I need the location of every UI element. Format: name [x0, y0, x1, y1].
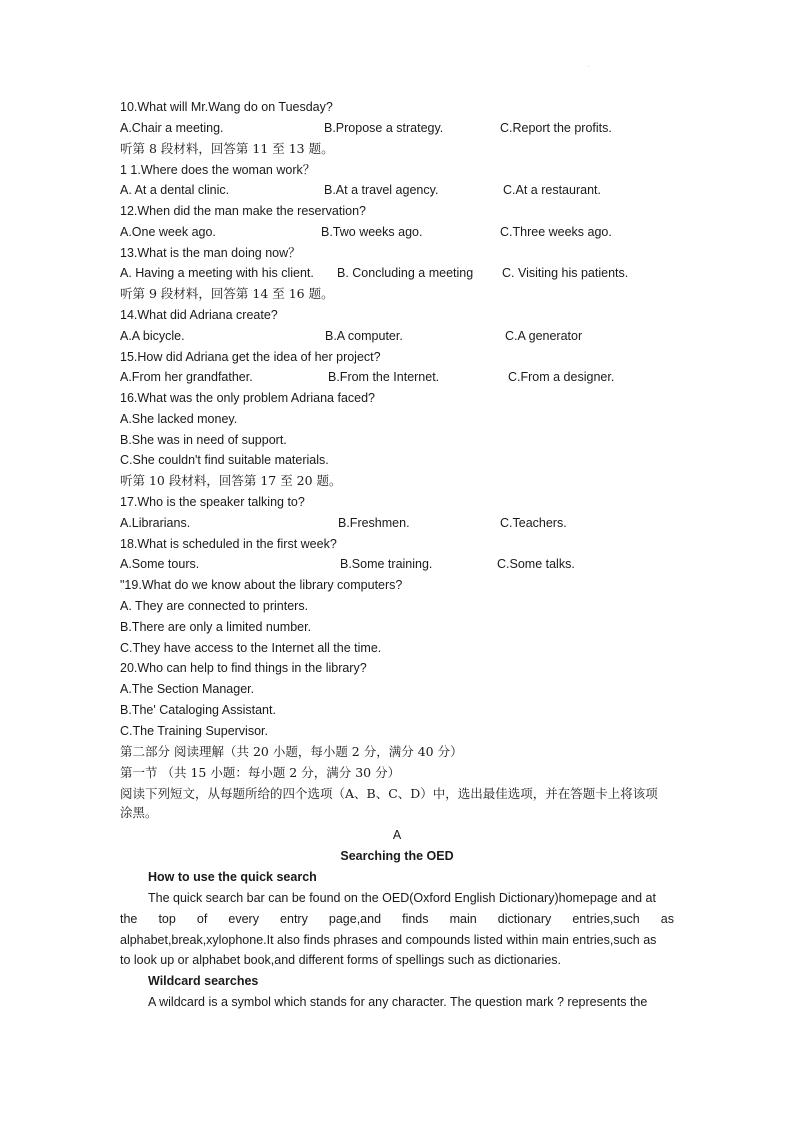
q20-option-a: A.The Section Manager.	[120, 682, 255, 696]
q18-option-a: A.Some tours.	[120, 557, 200, 571]
q15-option-b: B.From the Internet.	[328, 370, 440, 384]
section-1-heading: 第一节 （共 15 小题：每小题 2 分，满分 30 分）	[120, 765, 401, 780]
q16-option-b: B.She was in need of support.	[120, 433, 287, 447]
question-17-stem: 17.Who is the speaker talking to?	[120, 495, 305, 509]
question-19-stem: "19.What do we know about the library computers?	[120, 578, 403, 592]
corner-mark: ·	[588, 64, 590, 70]
question-18-stem: 18.What is scheduled in the first week?	[120, 537, 337, 551]
question-11-stem: 1 1.Where does the woman work？	[120, 163, 316, 177]
section-9-instruction: 听第 9 段材料，回答第 14 至 16 题。	[120, 286, 334, 301]
question-20-stem: 20.Who can help to find things in the library?	[120, 661, 367, 675]
q20-option-b: B.The' Cataloging Assistant.	[120, 703, 276, 717]
subheading-quick-search: How to use the quick search	[148, 870, 317, 884]
part-2-heading: 第二部分 阅读理解（共 20 小题，每小题 2 分，满分 40 分）	[120, 744, 463, 759]
q16-option-c: C.She couldn't find suitable materials.	[120, 453, 329, 467]
question-13-stem: 13.What is the man doing now？	[120, 246, 301, 260]
q10-option-c: C.Report the profits.	[500, 121, 612, 135]
q11-option-b: B.At a travel agency.	[324, 183, 439, 197]
paragraph-1-line-4: to look up or alphabet book,and different forms of spellings such as dictionaries.	[120, 953, 562, 967]
q16-option-a: A.She lacked money.	[120, 412, 238, 426]
question-16-stem: 16.What was the only problem Adriana faced?	[120, 391, 376, 405]
paragraph-1-line-3: alphabet,break,xylophone.It also finds phrases and compounds listed within main entries,such as	[120, 933, 657, 947]
q12-option-c: C.Three weeks ago.	[500, 225, 612, 239]
q17-option-a: A.Librarians.	[120, 516, 191, 530]
q13-option-b: B. Concluding a meeting	[337, 266, 474, 280]
section-8-instruction: 听第 8 段材料，回答第 11 至 13 题。	[120, 141, 334, 156]
q14-option-b: B.A computer.	[325, 329, 403, 343]
q14-option-a: A.A bicycle.	[120, 329, 185, 343]
q15-option-c: C.From a designer.	[508, 370, 615, 384]
q11-option-a: A. At a dental clinic.	[120, 183, 230, 197]
q12-option-b: B.Two weeks ago.	[321, 225, 423, 239]
q13-option-c: C. Visiting his patients.	[502, 266, 629, 280]
q17-option-c: C.Teachers.	[500, 516, 567, 530]
paragraph-1-line-1: The quick search bar can be found on the OED(Oxford English Dictionary)homepage and at	[148, 891, 656, 905]
passage-title: Searching the OED	[340, 849, 454, 863]
passage-letter: A	[392, 828, 402, 842]
q19-option-a: A. They are connected to printers.	[120, 599, 309, 613]
q12-option-a: A.One week ago.	[120, 225, 216, 239]
question-15-stem: 15.How did Adriana get the idea of her project?	[120, 350, 381, 364]
q15-option-a: A.From her grandfather.	[120, 370, 253, 384]
q10-option-a: A.Chair a meeting.	[120, 121, 224, 135]
question-14-stem: 14.What did Adriana create?	[120, 308, 278, 322]
q20-option-c: C.The Training Supervisor.	[120, 724, 268, 738]
paragraph-2-line-1: A wildcard is a symbol which stands for any character. The question mark ? represents the	[148, 995, 648, 1009]
paragraph-1-line-2: the top of every entry page,and finds main dictionary entries,such as	[120, 912, 674, 926]
subheading-wildcard: Wildcard searches	[148, 974, 259, 988]
q14-option-c: C.A generator	[505, 329, 583, 343]
q13-option-a: A. Having a meeting with his client.	[120, 266, 314, 280]
section-10-instruction: 听第 10 段材料，回答第 17 至 20 题。	[120, 473, 342, 488]
q19-option-b: B.There are only a limited number.	[120, 620, 312, 634]
q18-option-b: B.Some training.	[340, 557, 433, 571]
reading-instruction-line-1: 阅读下列短文，从每题所给的四个选项（A、B、C、D）中，选出最佳选项，并在答题卡上将该项	[120, 786, 658, 801]
q11-option-c: C.At a restaurant.	[503, 183, 601, 197]
q10-option-b: B.Propose a strategy.	[324, 121, 444, 135]
question-10-stem: 10.What will Mr.Wang do on Tuesday?	[120, 100, 333, 114]
question-12-stem: 12.When did the man make the reservation?	[120, 204, 366, 218]
reading-instruction-line-2: 涂黑。	[120, 805, 158, 820]
q17-option-b: B.Freshmen.	[338, 516, 410, 530]
q18-option-c: C.Some talks.	[497, 557, 575, 571]
q19-option-c: C.They have access to the Internet all the time.	[120, 641, 382, 655]
